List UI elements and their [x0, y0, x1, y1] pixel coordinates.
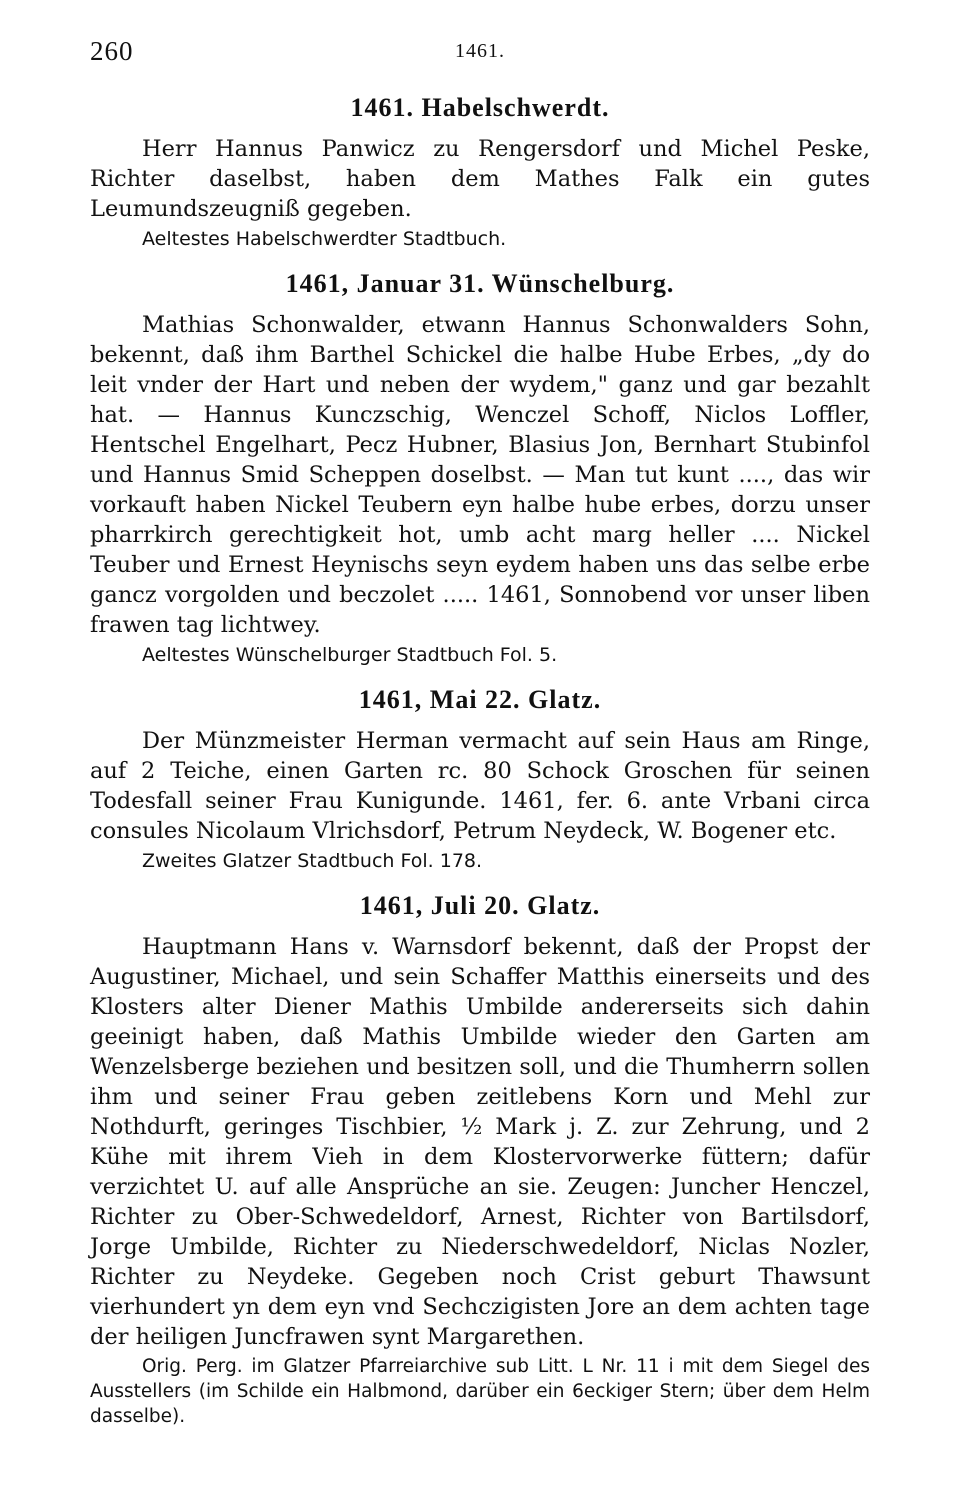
entry-text: Der Münzmeister Herman vermacht auf sein Haus am Ringe, auf 2 Teiche, einen Garten rc. 80 Schock Groschen für seinen Todesfall seiner Frau Kunigunde. 1461, fer. 6. ante Vrbani circa consules Nicolaum Vlrichsdorf, Petrum Neydeck, W. Bogener etc. — [90, 728, 870, 844]
entry-source: Zweites Glatzer Stadtbuch Fol. 178. — [142, 850, 483, 872]
entry-glatz-juli — [90, 888, 870, 1429]
entry-heading: 1461, Mai 22. Glatz. — [358, 685, 602, 714]
entry-habelschwerdt — [90, 90, 870, 252]
entry-text: Herr Hannus Panwicz zu Rengersdorf und Michel Peske, Richter daselbst, haben dem Mathes Falk ein gutes Leumundszeugniß gegeben. — [90, 136, 870, 222]
entry-heading: 1461, Juli 20. Glatz. — [359, 891, 601, 920]
entry-source: Aeltestes Habelschwerdter Stadtbuch. — [142, 228, 507, 250]
running-title: 1461. — [455, 40, 505, 62]
running-head — [90, 36, 870, 76]
entry-source: Aeltestes Wünschelburger Stadtbuch Fol. 5. — [142, 644, 558, 666]
entry-text: Hauptmann Hans v. Warnsdorf bekennt, daß der Propst der Augustiner, Michael, und sein Schaffer Matthis einerseits und des Klosters alter Diener Mathis Umbilde andererseits sich dahin geeinigt haben, daß Mathis Umbilde wieder den Garten am Wenzelsberge beziehen und besitzen soll, und die Thumherrn sollen ihm und seiner Frau geben zeitlebens Korn und Mehl zur Nothdurft, geringes Tischbier, ½ Mark j. Z. zur Zehrung, und 2 Kühe mit ihrem Vieh in dem Klostervorwerke füttern; dafür verzichtet U. auf alle Ansprüche an sie. Zeugen: Juncher Henczel, Richter zu Ober-Schwedeldorf, Arnest, Richter von Bartilsdorf, Jorge Umbilde, Richter zu Niederschwedeldorf, Niclas Nozler, Richter zu Neydeke. Gegeben noch Crist geburt Thawsunt vierhundert yn dem eyn vnd Sechczigisten Jore an dem achten tage der heiligen Juncfrawen synt Margarethen. — [90, 934, 870, 1350]
page-number: 260 — [90, 36, 134, 66]
entry-glatz-mai — [90, 682, 870, 874]
entry-text: Mathias Schonwalder, etwann Hannus Schonwalders Sohn, bekennt, daß ihm Barthel Schickel die halbe Hube Erbes, „dy do leit vnder der Hart und neben der wydem," ganz und gar bezahlt hat. — Hannus Kunczschig, Wenczel Schoff, Niclos Loffler, Hentschel Engelhart, Pecz Hubner, Blasius Jon, Bernhart Stubinfol und Hannus Smid Scheppen doselbst. — Man tut kunt ...., das wir vorkauft haben Nickel Teubern eyn halbe hube erbes, dorzu unser pharrkirch gerechtigkeit hot, umb acht marg heller .... Nickel Teuber und Ernest Heynischs seyn eydem haben uns das selbe erbe gancz vorgolden und beczolet ..... 1461, Sonnobend vor unser liben frawen tag lichtwey. — [90, 312, 870, 638]
entry-heading: 1461, Januar 31. Wünschelburg. — [285, 269, 675, 298]
entry-wuenschelburg — [90, 266, 870, 668]
entry-heading: 1461. Habelschwerdt. — [350, 93, 610, 122]
entry-source: Orig. Perg. im Glatzer Pfarreiarchive sub Litt. L Nr. 11 i mit dem Siegel des Ausstellers (im Schilde ein Halbmond, darüber ein 6eckiger Stern; über dem Helm dasselbe). — [90, 1356, 870, 1427]
page-content — [90, 90, 870, 1443]
